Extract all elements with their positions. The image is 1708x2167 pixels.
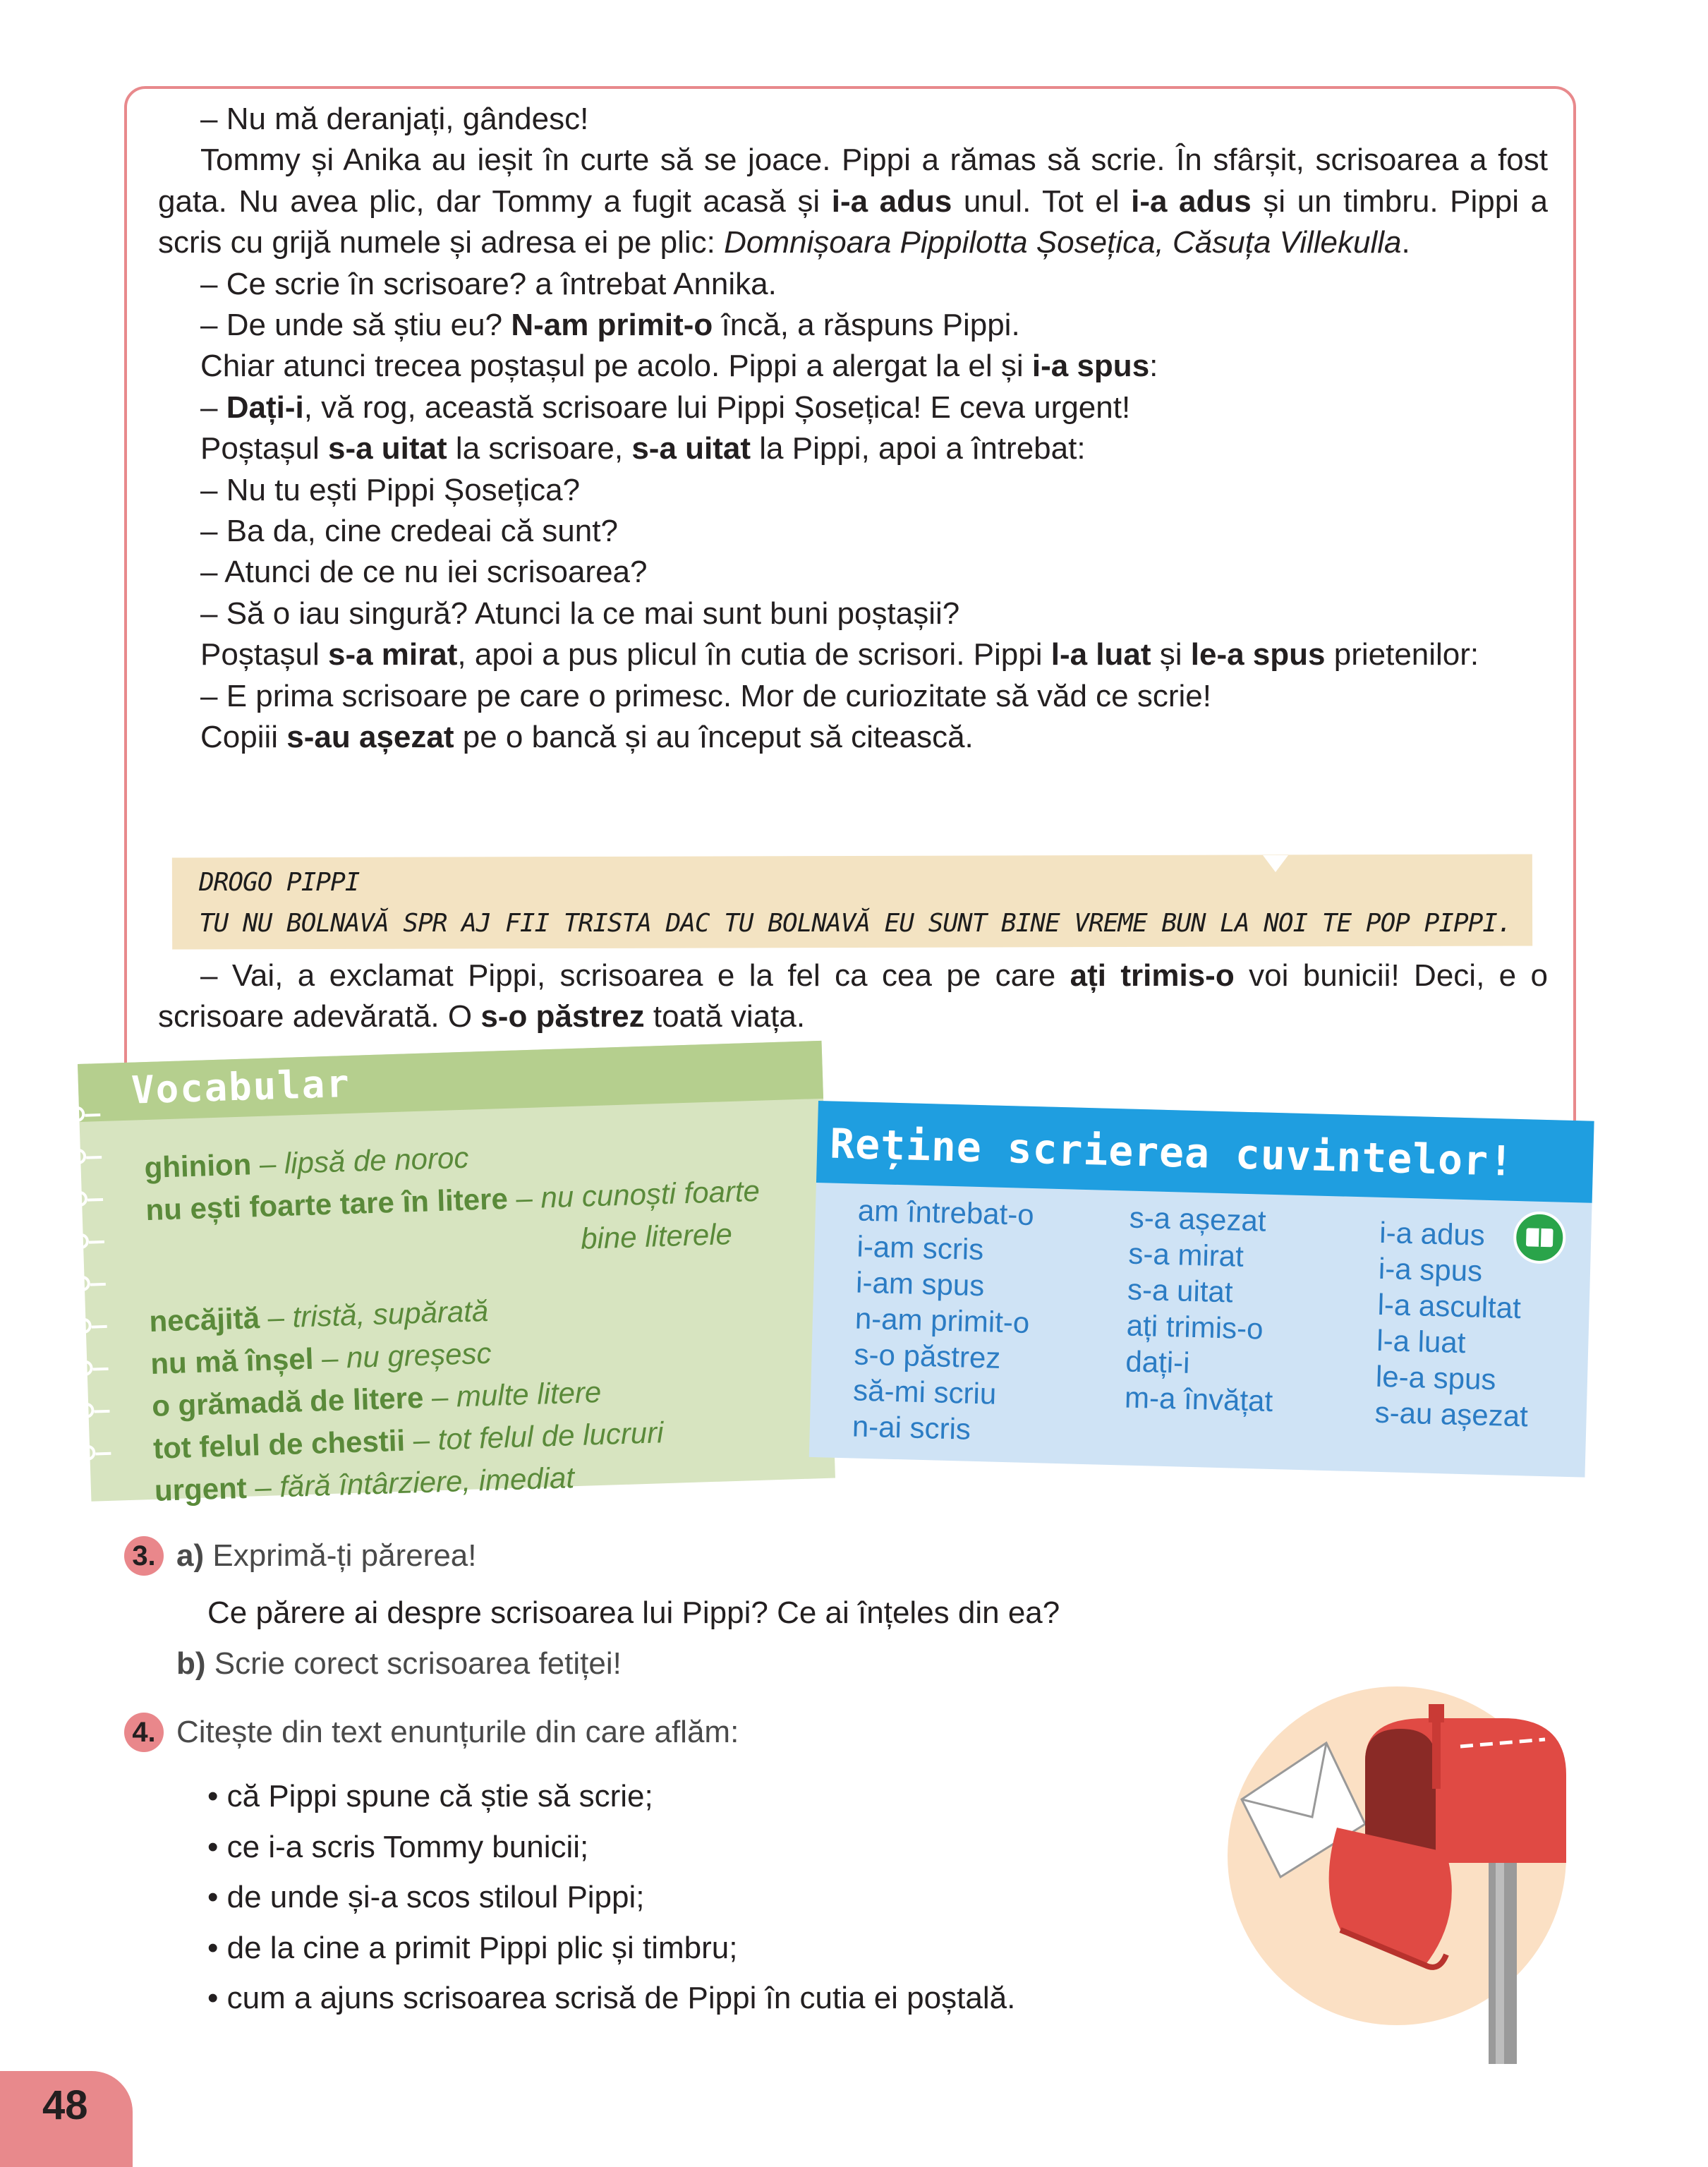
- spelling-word: dați-i: [1125, 1344, 1191, 1380]
- vocabulary-term: urgent: [154, 1471, 248, 1507]
- exercise-3a-question: Ce părere ai despre scrisoarea lui Pippi? Ce ai înțeles din ea?: [207, 1595, 1060, 1630]
- vocabulary-definition: nu greșesc: [346, 1336, 492, 1375]
- story-text-run: și un timbru. Pippi a scris cu grijă numele și adresa ei pe plic:: [158, 183, 1548, 260]
- ring-icon: [73, 1233, 90, 1250]
- story-text-run: toată viața.: [644, 999, 806, 1034]
- vocabulary-definition: tot felul de lucruri: [437, 1416, 665, 1456]
- spelling-word: să-mi scriu: [852, 1373, 997, 1411]
- story-text-run: –: [200, 390, 226, 425]
- story-paragraph: – Atunci de ce nu iei scrisoarea?: [200, 555, 648, 590]
- ring-icon: [72, 1191, 88, 1207]
- spelling-word: s-a uitat: [1127, 1272, 1234, 1309]
- vocabulary-definition: nu cunoști foarte: [540, 1173, 761, 1214]
- vocabulary-item: o grămadă de litere – multe litere: [151, 1375, 602, 1423]
- ring-icon: [71, 1149, 87, 1165]
- story-text-run: , vă rog, această scrisoare lui Pippi Șosețica! E ceva urgent!: [303, 390, 1131, 425]
- vocabulary-definition: bine literele: [580, 1217, 733, 1255]
- list-item: • că Pippi spune că știe să scrie;: [207, 1779, 653, 1813]
- story-paragraph: – Ce scrie în scrisoare? a întrebat Annika.: [200, 266, 777, 301]
- story-text-run: Copiii: [200, 720, 287, 755]
- story-bold-word: s-au așezat: [286, 720, 454, 755]
- story-bold-word: s-a uitat: [631, 431, 751, 466]
- story-text-run: prietenilor:: [1325, 637, 1479, 672]
- spelling-word: l-a ascultat: [1377, 1287, 1522, 1325]
- exercise-4-bullets: [207, 1771, 1015, 2024]
- mailbox-flag-top: [1429, 1704, 1444, 1722]
- letter-body: TU NU BOLNAVĂ SPR AJ FII TRISTA DAC TU BOLNAVĂ EU SUNT BINE VREME BUN LA NOI TE POP PIPPI.: [199, 909, 1512, 938]
- story-text-run: – Vai, a exclamat Pippi, scrisoarea e la fel ca cea pe care: [200, 958, 1070, 993]
- vocabulary-item: ghinion – lipsă de noroc: [143, 1140, 469, 1185]
- story-paragraph: [158, 346, 1548, 387]
- page-number: 48: [42, 2082, 88, 2128]
- story-text-run: unul. Tot el: [952, 183, 1132, 219]
- story-ending: [158, 955, 1548, 1038]
- spelling-column-3: [1374, 1214, 1533, 1435]
- vocabulary-title: Vocabular: [131, 1061, 351, 1113]
- story-paragraph: – Să o iau singură? Atunci la ce mai sunt buni poștașii?: [200, 596, 960, 631]
- vocabulary-definition: tristă, supărată: [291, 1293, 489, 1334]
- vocabulary-item: urgent – fără întârziere, imediat: [154, 1461, 575, 1507]
- story-paragraph: [158, 634, 1548, 675]
- story-text-run: Tommy și Anika au ieșit în curte să se joace. Pippi a rămas să scrie. În sfârșit, scrisoarea a fost gata. Nu avea plic, dar Tommy a fugit acasă și: [158, 143, 1548, 219]
- ring-icon: [75, 1318, 92, 1334]
- spelling-word: le-a spus: [1375, 1359, 1497, 1396]
- story-text-run: , apoi a pus plicul în cutia de scrisori. Pippi: [457, 637, 1051, 672]
- spelling-word: i-a adus: [1379, 1215, 1486, 1252]
- exercise-label: b): [176, 1646, 206, 1681]
- spelling-word: s-a mirat: [1127, 1236, 1244, 1273]
- story-bold-word: s-o păstrez: [480, 999, 645, 1034]
- spelling-word: i-am spus: [855, 1265, 985, 1303]
- story-text-run: la Pippi, apoi a întrebat:: [751, 431, 1086, 466]
- ring-icon: [80, 1444, 96, 1461]
- vocabulary-term: tot felul de chestii: [152, 1423, 406, 1465]
- story-text-run: Chiar atunci trecea poștașul pe acolo. Pippi a alergat la el și: [200, 349, 1032, 384]
- story-bold-word: Dați-i: [226, 390, 304, 425]
- list-item: • de unde și-a scos stiloul Pippi;: [207, 1880, 645, 1914]
- vocabulary-term: o grămadă de litere: [151, 1380, 424, 1423]
- vocabulary-term: necăjită: [148, 1301, 260, 1338]
- mailbox-illustration: [1213, 1676, 1609, 2071]
- story-bold-word: i-a adus: [831, 183, 952, 219]
- spelling-column-2: [1124, 1200, 1278, 1419]
- ring-icon: [74, 1276, 90, 1292]
- story-italic-address: Domnișoara Pippilotta Șosețica, Căsuța Villekulla: [724, 225, 1402, 260]
- spelling-title: Reține scrierea cuvintelor!: [829, 1119, 1515, 1185]
- spelling-word: i-a spus: [1378, 1251, 1483, 1288]
- story-paragraph: [158, 387, 1548, 428]
- exercise-number: 4.: [124, 1713, 164, 1752]
- vocabulary-item: tot felul de chestii – tot felul de lucruri: [152, 1416, 665, 1465]
- spelling-word: n-ai scris: [852, 1409, 971, 1446]
- story-text-run: .: [1401, 225, 1410, 260]
- story-bold-word: le-a spus: [1190, 637, 1326, 672]
- vocabulary-panel: [78, 1041, 835, 1507]
- vocabulary-item: necăjită – tristă, supărată: [148, 1293, 489, 1338]
- story-text-run: – De unde să știu eu?: [200, 308, 511, 343]
- vocabulary-item: nu mă înșel – nu greșesc: [150, 1336, 492, 1380]
- spelling-word: m-a învățat: [1124, 1380, 1273, 1418]
- story-bold-word: l-a luat: [1050, 637, 1151, 672]
- story-text-run: încă, a răspuns Pippi.: [713, 308, 1020, 343]
- pippi-letter: [199, 862, 1525, 944]
- exercise-label: a): [176, 1538, 205, 1573]
- story-bold-word: s-a mirat: [327, 637, 458, 672]
- exercise-3b: [176, 1644, 622, 1684]
- story-paragraph: – E prima scrisoare pe care o primesc. Mor de curiozitate să văd ce scrie!: [200, 678, 1211, 713]
- vocabulary-definition: fără întârziere, imediat: [279, 1461, 575, 1504]
- spelling-column-1: [852, 1193, 1034, 1449]
- exercise-instruction: Scrie corect scrisoarea fetiței!: [205, 1646, 622, 1681]
- story-paragraph: – Nu tu ești Pippi Șosețica?: [200, 472, 581, 507]
- exercise-number: 3.: [124, 1536, 164, 1576]
- list-item: • cum a ajuns scrisoarea scrisă de Pippi în cutia ei poștală.: [207, 1981, 1016, 2015]
- exercise-4: Citește din text enunțurile din care aflăm:: [176, 1715, 739, 1749]
- mailbox-flag: [1432, 1711, 1441, 1789]
- spelling-word: am întrebat-o: [857, 1193, 1035, 1232]
- ring-icon: [78, 1403, 95, 1419]
- story-paragraph: – Nu mă deranjați, gândesc!: [200, 102, 589, 136]
- story-bold-word: s-a uitat: [327, 431, 447, 466]
- story-paragraph: [158, 717, 1548, 758]
- exercise-3a: [176, 1536, 476, 1576]
- story-text: [158, 99, 1548, 759]
- story-text-run: Poștașul: [200, 637, 328, 672]
- vocabulary-definition: lipsă de noroc: [284, 1140, 469, 1180]
- spelling-word: n-am primit-o: [854, 1301, 1030, 1339]
- vocabulary-term: nu ești foarte tare în litere: [145, 1181, 509, 1227]
- spelling-word: l-a luat: [1376, 1323, 1467, 1360]
- story-bold-word: N-am primit-o: [511, 308, 713, 343]
- story-text-run: pe o bancă și au început să citească.: [454, 720, 974, 755]
- mailbox-post-highlight: [1496, 1838, 1504, 2064]
- list-item: • de la cine a primit Pippi plic și timbru;: [207, 1930, 738, 1965]
- story-paragraph: [158, 955, 1548, 1038]
- ring-icon: [77, 1360, 93, 1377]
- spelling-word: s-au așezat: [1374, 1395, 1529, 1433]
- vocabulary-term: nu mă înșel: [150, 1341, 315, 1380]
- story-paragraph: – Ba da, cine credeai că sunt?: [200, 514, 618, 549]
- story-text-run: Poștașul: [200, 431, 328, 466]
- story-text-run: :: [1149, 349, 1158, 384]
- story-bold-word: i-a spus: [1031, 349, 1150, 384]
- spelling-word: ați trimis-o: [1126, 1308, 1264, 1346]
- list-item: • ce i-a scris Tommy bunicii;: [207, 1829, 589, 1864]
- vocabulary-item: nu ești foarte tare în litere – nu cunoști foarte: [145, 1173, 761, 1227]
- exercise-instruction: Exprimă-ți părerea!: [204, 1538, 477, 1573]
- vocabulary-list: [144, 1125, 832, 1512]
- story-text-run: la scrisoare,: [447, 431, 632, 466]
- story-bold-word: ați trimis-o: [1070, 958, 1235, 993]
- story-paragraph: [158, 140, 1548, 263]
- story-paragraph: [158, 305, 1548, 346]
- vocabulary-term: ghinion: [143, 1147, 252, 1185]
- letter-greeting: DROGO PIPPI: [199, 868, 360, 897]
- vocabulary-definition: multe litere: [456, 1375, 602, 1413]
- spelling-word: s-o păstrez: [854, 1337, 1001, 1375]
- spelling-word: s-a așezat: [1129, 1200, 1267, 1238]
- spelling-panel: [809, 1101, 1594, 1478]
- story-bold-word: i-a adus: [1131, 183, 1252, 219]
- story-text-run: și: [1151, 637, 1191, 672]
- book-icon: [1513, 1211, 1566, 1264]
- story-text-run: voi bunicii! Deci, e o scrisoare adevărată. O: [158, 958, 1549, 1034]
- story-paragraph: [158, 428, 1548, 469]
- spelling-word: i-am scris: [856, 1229, 984, 1267]
